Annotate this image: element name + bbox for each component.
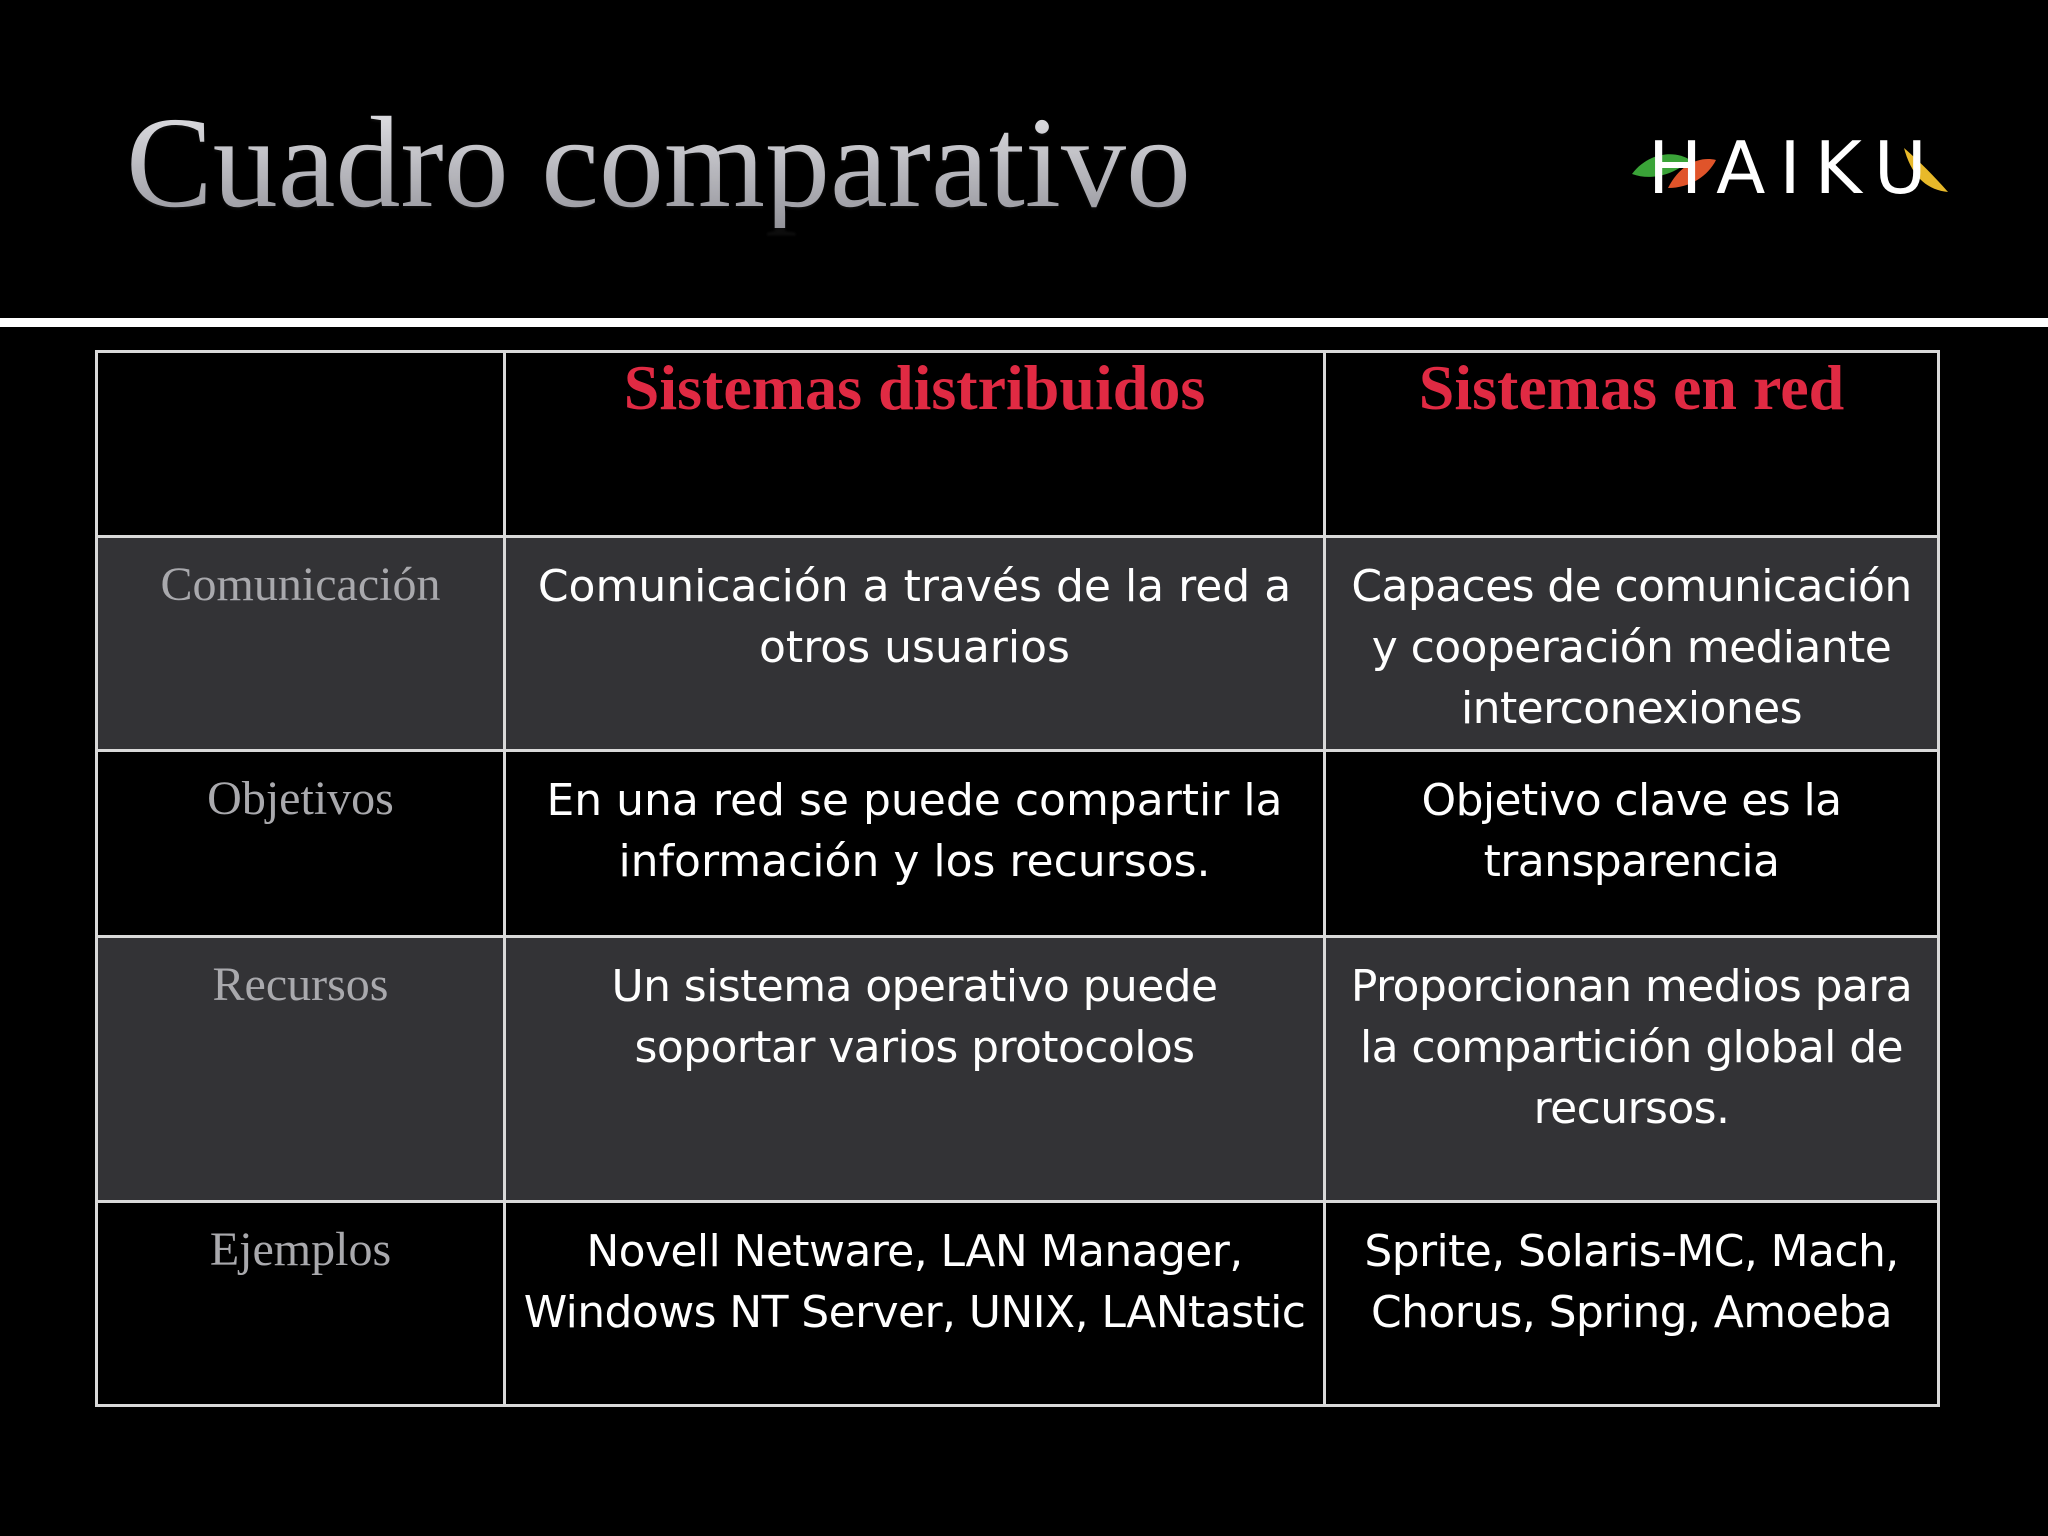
cell-distribuidos: Comunicación a través de la red a otros usuarios xyxy=(505,537,1325,751)
cell-distribuidos: En una red se puede compartir la información y los recursos. xyxy=(505,751,1325,937)
cell-en-red: Objetivo clave es la transparencia xyxy=(1325,751,1939,937)
table-row xyxy=(97,937,1939,1202)
cell-distribuidos: Un sistema operativo puede soportar varios protocolos xyxy=(505,937,1325,1202)
cell-en-red: Sprite, Solaris-MC, Mach, Chorus, Spring, Amoeba xyxy=(1325,1202,1939,1406)
row-label: Ejemplos xyxy=(97,1202,505,1406)
title-divider xyxy=(0,318,2048,327)
table-header-row xyxy=(97,352,1939,537)
header-sistemas-en-red: Sistemas en red xyxy=(1325,352,1939,537)
cell-en-red: Capaces de comunicación y cooperación mediante interconexiones xyxy=(1325,537,1939,751)
comparison-table xyxy=(95,350,1940,1407)
cell-distribuidos: Novell Netware, LAN Manager, Windows NT Server, UNIX, LANtastic xyxy=(505,1202,1325,1406)
row-label: Recursos xyxy=(97,937,505,1202)
table-row xyxy=(97,751,1939,937)
row-label: Objetivos xyxy=(97,751,505,937)
haiku-logo xyxy=(1628,126,1958,210)
cell-en-red: Proporcionan medios para la compartición global de recursos. xyxy=(1325,937,1939,1202)
table-row xyxy=(97,537,1939,751)
row-label: Comunicación xyxy=(97,537,505,751)
header-sistemas-distribuidos: Sistemas distribuidos xyxy=(505,352,1325,537)
slide-title: Cuadro comparativo xyxy=(126,91,1191,235)
header-empty-cell xyxy=(97,352,505,537)
table-row xyxy=(97,1202,1939,1406)
logo-wordmark: HAIKU xyxy=(1648,126,1941,210)
